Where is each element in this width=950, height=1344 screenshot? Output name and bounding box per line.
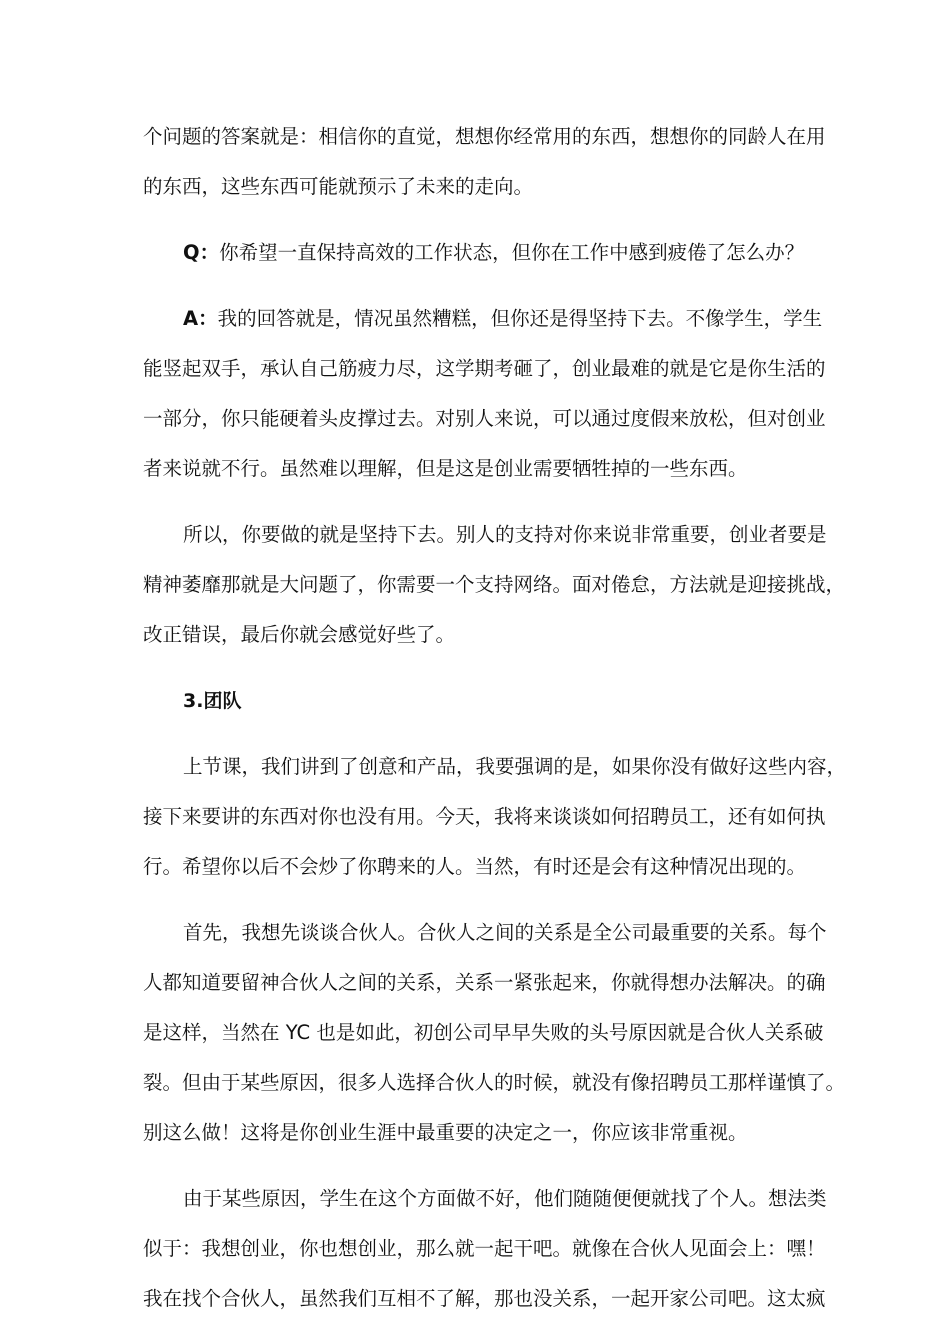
text-line: 能竖起双手，承认自己筋疲力尽，这学期考砸了，创业最难的就是它是你生活的	[143, 357, 826, 380]
text-line: 上节课，我们讲到了创意和产品，我要强调的是，如果你没有做好这些内容，	[183, 755, 847, 778]
paragraph-continuation	[143, 112, 826, 212]
body-paragraph	[143, 1174, 827, 1324]
text-line: 精神萎靡那就是大问题了，你需要一个支持网络。面对倦怠，方法就是迎接挑战，	[143, 573, 846, 596]
text-line: 我在找个合伙人，虽然我们互相不了解，那也没关系，一起开家公司吧。这太疯	[143, 1287, 826, 1310]
text-line: 人都知道要留神合伙人之间的关系，关系一紧张起来，你就得想办法解决。的确	[143, 971, 826, 994]
question-text: 你希望一直保持高效的工作状态，但你在工作中感到疲倦了怎么办？	[219, 241, 805, 264]
text-line: 别这么做！这将是你创业生涯中最重要的决定之一，你应该非常重视。	[143, 1121, 748, 1144]
body-paragraph	[143, 510, 846, 660]
section-heading-text: 3.团队	[183, 690, 242, 712]
body-paragraph	[143, 908, 846, 1158]
section-heading	[143, 676, 811, 726]
text-line	[143, 294, 823, 344]
text-line: 行。希望你以后不会炒了你聘来的人。当然，有时还是会有这种情况出现的。	[143, 855, 807, 878]
answer-text: 我的回答就是，情况虽然糟糕，但你还是得坚持下去。不像学生，学生	[217, 307, 823, 330]
text-line	[143, 228, 811, 278]
text-line: 者来说就不行。虽然难以理解，但是这是创业需要牺牲掉的一些东西。	[143, 457, 748, 480]
document-body	[143, 112, 847, 1340]
text-line: 所以，你要做的就是坚持下去。别人的支持对你来说非常重要，创业者要是	[183, 523, 827, 546]
text-line: 裂。但由于某些原因，很多人选择合伙人的时候，就没有像招聘员工那样谨慎了。	[143, 1071, 846, 1094]
text-line: 一部分，你只能硬着头皮撑过去。对别人来说，可以通过度假来放松，但对创业	[143, 407, 826, 430]
text-line: 是这样，当然在 YC 也是如此，初创公司早早失败的头号原因就是合伙人关系破	[143, 1021, 824, 1044]
text-line: 似于：我想创业，你也想创业，那么就一起干吧。就像在合伙人见面会上：嘿！	[143, 1237, 826, 1260]
text-line: 的东西，这些东西可能就预示了未来的走向。	[143, 175, 534, 198]
answer-label: A：	[183, 307, 218, 330]
answer-paragraph	[143, 294, 826, 494]
text-line: 首先，我想先谈谈合伙人。合伙人之间的关系是全公司最重要的关系。每个	[183, 921, 827, 944]
question-paragraph	[143, 228, 811, 278]
text-line: 改正错误，最后你就会感觉好些了。	[143, 623, 456, 646]
body-paragraph	[143, 742, 847, 892]
text-line: 由于某些原因，学生在这个方面做不好，他们随随便便就找了个人。想法类	[183, 1187, 827, 1210]
text-line: 个问题的答案就是：相信你的直觉，想想你经常用的东西，想想你的同龄人在用	[143, 125, 826, 148]
text-line: 接下来要讲的东西对你也没有用。今天，我将来谈谈如何招聘员工，还有如何执	[143, 805, 826, 828]
question-label: Q：	[183, 241, 220, 264]
